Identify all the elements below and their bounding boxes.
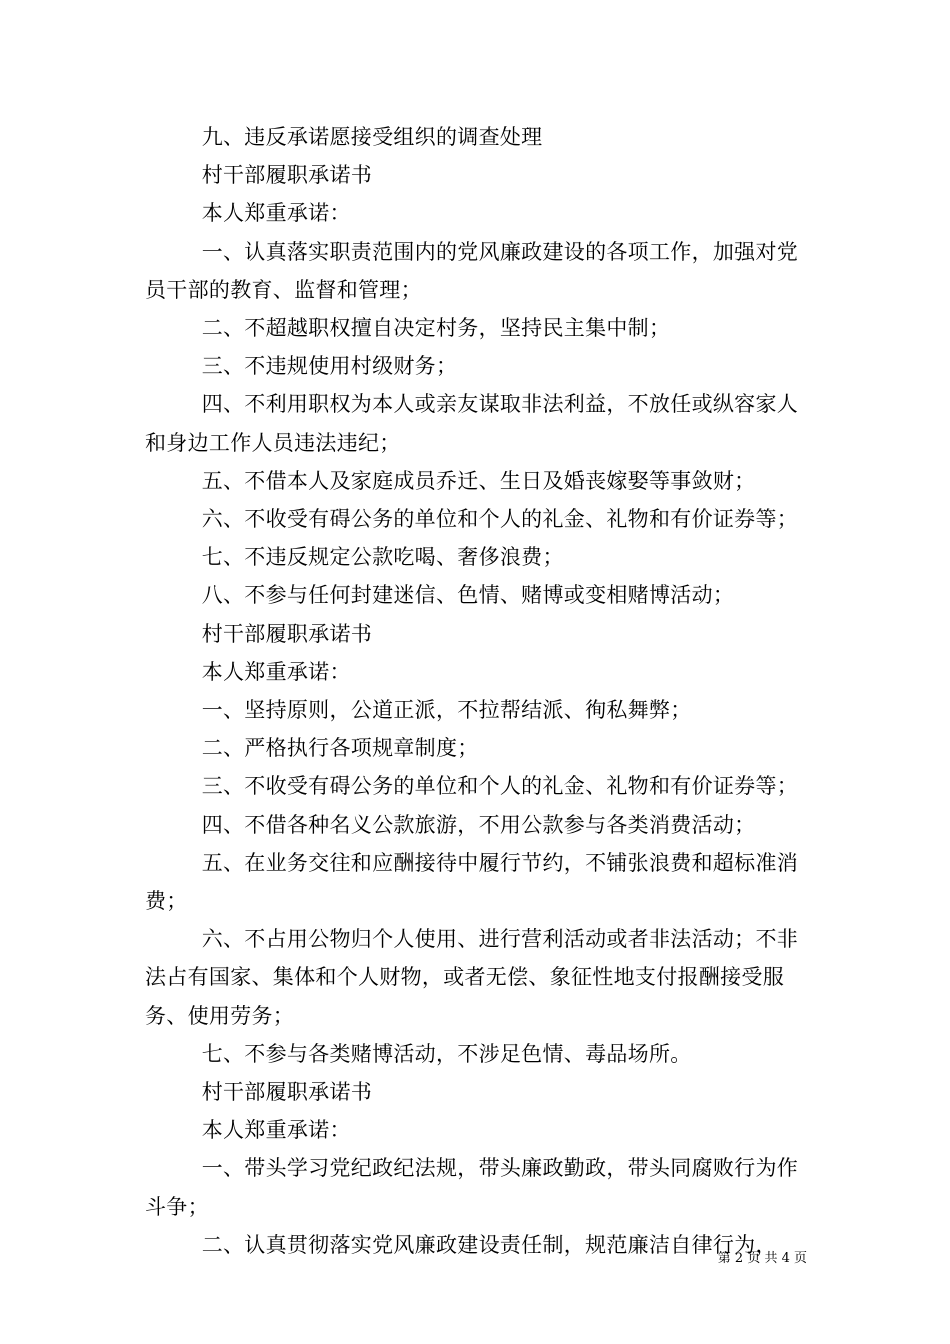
document-body xyxy=(145,118,810,1264)
section-title: 村干部履职承诺书 xyxy=(201,1080,373,1105)
section-title: 村干部履职承诺书 xyxy=(201,621,373,646)
paragraph: 五、不借本人及家庭成员乔迁、生日及婚丧嫁娶等事敛财； xyxy=(201,468,756,493)
paragraph: 一、带头学习党纪政纪法规，带头廉政勤政，带头同腐败行为作斗争； xyxy=(145,1156,799,1219)
section-title: 村干部履职承诺书 xyxy=(201,163,373,188)
paragraph: 一、坚持原则，公道正派，不拉帮结派、徇私舞弊； xyxy=(201,698,692,723)
paragraph: 四、不利用职权为本人或亲友谋取非法利益，不放任或纵容家人和身边工作人员违法违纪； xyxy=(145,392,799,455)
paragraph: 本人郑重承诺： xyxy=(201,659,351,684)
paragraph: 本人郑重承诺： xyxy=(201,1118,351,1143)
paragraph: 七、不参与各类赌博活动，不涉足色情、毒品场所。 xyxy=(201,1041,692,1066)
paragraph: 本人郑重承诺： xyxy=(201,201,351,226)
paragraph: 二、严格执行各项规章制度； xyxy=(201,736,479,761)
paragraph: 九、违反承诺愿接受组织的调查处理 xyxy=(201,125,543,149)
paragraph: 八、不参与任何封建迷信、色情、赌博或变相赌博活动； xyxy=(201,583,735,608)
paragraph: 七、不违反规定公款吃喝、奢侈浪费； xyxy=(201,545,564,570)
paragraph: 五、在业务交往和应酬接待中履行节约，不铺张浪费和超标准消费； xyxy=(145,850,799,914)
paragraph: 一、认真落实职责范围内的党风廉政建设的各项工作，加强对党员干部的教育、监督和管理； xyxy=(145,239,799,302)
page-number: 第 2 页 共 4 页 xyxy=(717,1251,807,1266)
paragraph: 三、不收受有碍公务的单位和个人的礼金、礼物和有价证券等； xyxy=(201,774,799,799)
paragraph: 二、不超越职权擅自决定村务，坚持民主集中制； xyxy=(201,316,671,341)
paragraph: 四、不借各种名义公款旅游，不用公款参与各类消费活动； xyxy=(201,812,756,837)
paragraph: 三、不违规使用村级财务； xyxy=(201,354,458,379)
paragraph: 六、不收受有碍公务的单位和个人的礼金、礼物和有价证券等； xyxy=(201,507,799,532)
paragraph: 六、不占用公物归个人使用、进行营利活动或者非法活动；不非法占有国家、集体和个人财物，或者无偿、象征性地支付报酬接受服务、使用劳务； xyxy=(145,927,799,1028)
paragraph: 二、认真贯彻落实党风廉政建设责任制，规范廉洁自律行为， xyxy=(201,1232,777,1257)
